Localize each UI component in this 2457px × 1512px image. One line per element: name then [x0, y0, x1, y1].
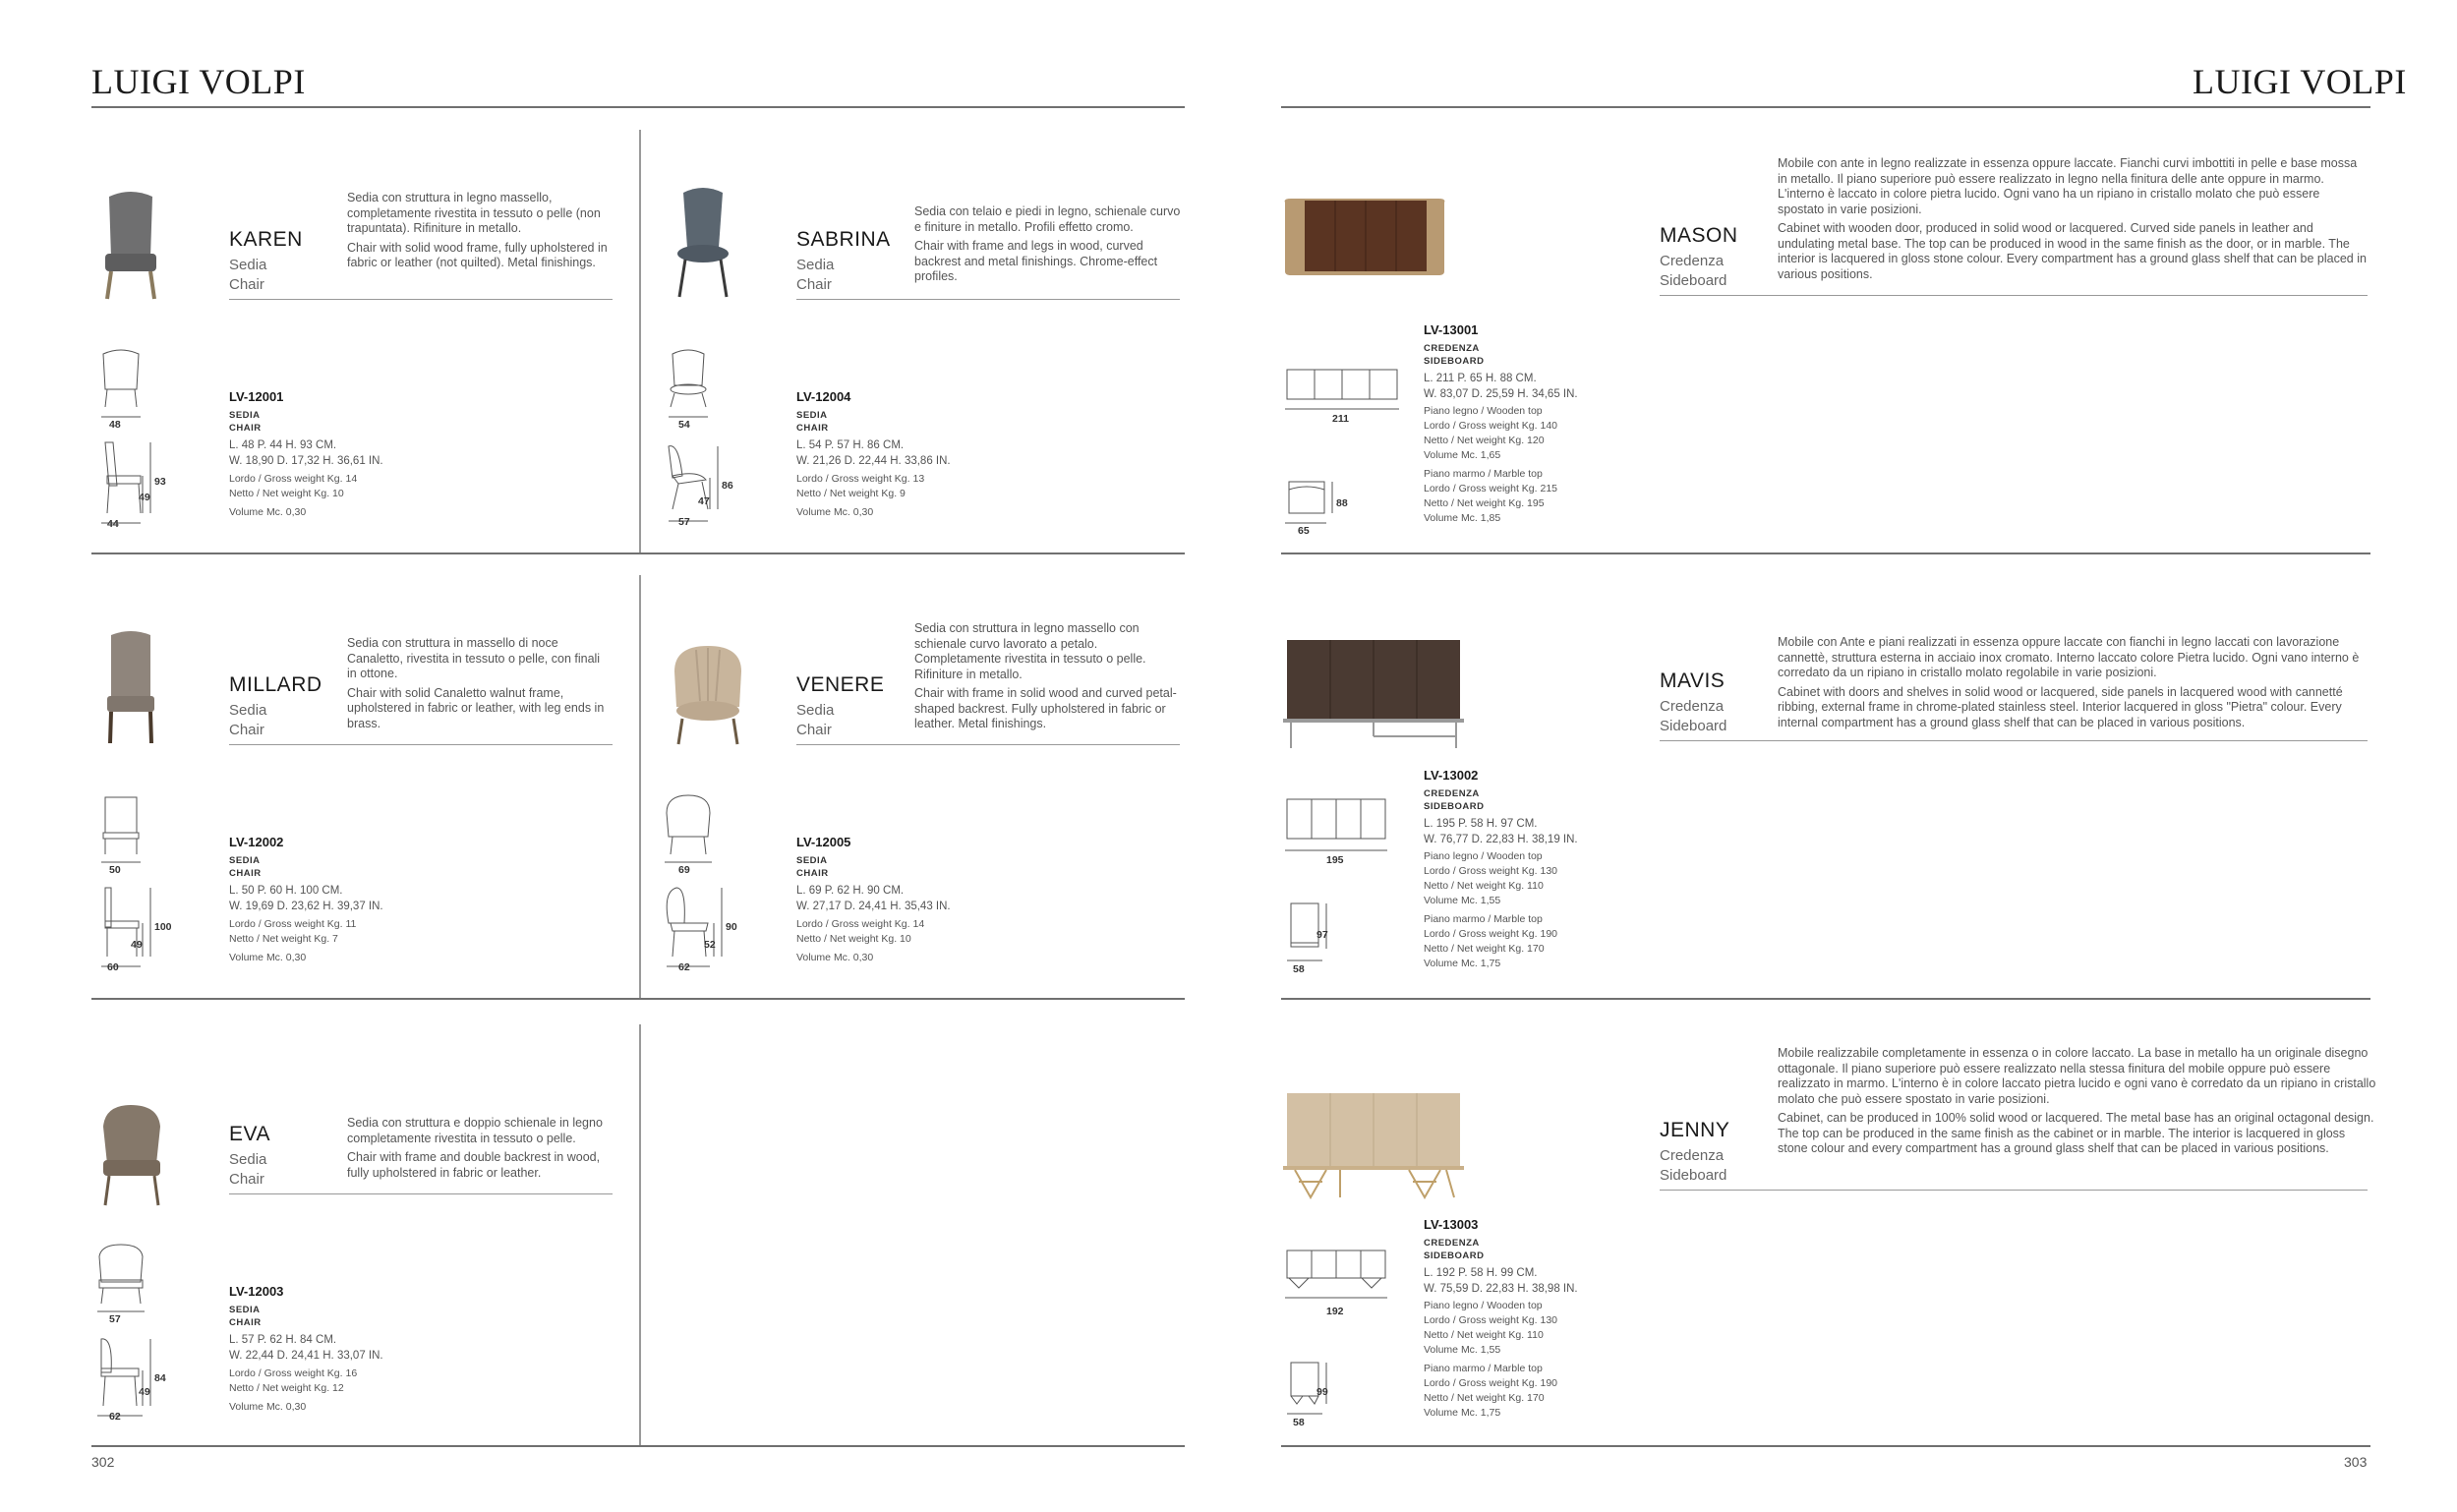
- product-type-en: Chair: [229, 722, 264, 738]
- dim-depth: 57: [678, 516, 690, 528]
- dim-depth: 65: [1298, 525, 1310, 537]
- product-type-it: Sedia: [796, 257, 835, 273]
- dims-cm: L. 69 P. 62 H. 90 CM.: [796, 885, 905, 897]
- wood-gross-weight: Lordo / Gross weight Kg. 130: [1424, 865, 1557, 877]
- category-en: SIDEBOARD: [1424, 1250, 1485, 1261]
- gross-weight: Lordo / Gross weight Kg. 13: [796, 473, 925, 485]
- volume: Volume Mc. 0,30: [229, 506, 307, 518]
- product-code: LV-12005: [796, 835, 851, 849]
- description-it: Mobile con Ante e piani realizzati in essenza oppure laccate con fianchi in legno laccati con lavorazione cannettè, struttura esterna in acciaio inox cromato. Interno laccato colore Pietra lucido. Ogni vano interno è corredato da un ripiano in cristallo molato regolabile in varie posizioni.: [1778, 635, 2360, 679]
- product-type-en: Chair: [229, 276, 264, 293]
- wood-net-weight: Netto / Net weight Kg. 110: [1424, 880, 1544, 892]
- dimension-drawing: [1281, 366, 1409, 543]
- description-it: Sedia con struttura in massello di noce Canaletto, rivestita in tessuto o pelle, con finali in ottone.: [347, 636, 601, 680]
- product-type-en: Sideboard: [1660, 718, 1727, 734]
- category-it: SEDIA: [796, 410, 828, 421]
- dim-width: 50: [109, 864, 121, 876]
- product-name: MAVIS: [1660, 669, 1726, 692]
- dim-height: 99: [1316, 1386, 1328, 1398]
- product-name: JENNY: [1660, 1119, 1730, 1141]
- column-divider: [639, 130, 641, 552]
- wood-gross-weight: Lordo / Gross weight Kg. 130: [1424, 1314, 1557, 1326]
- gross-weight: Lordo / Gross weight Kg. 14: [796, 918, 925, 930]
- dim-depth: 58: [1293, 963, 1305, 975]
- wood-top-label: Piano legno / Wooden top: [1424, 405, 1543, 417]
- category-en: SIDEBOARD: [1424, 801, 1485, 812]
- description-it: Sedia con struttura in legno massello con schienale curvo lavorato a petalo. Completamente rivestita in tessuto o pelle. Rifiniture in metallo.: [914, 621, 1146, 681]
- dims-cm: L. 57 P. 62 H. 84 CM.: [229, 1334, 337, 1346]
- gross-weight: Lordo / Gross weight Kg. 14: [229, 473, 358, 485]
- category-en: CHAIR: [229, 1317, 262, 1328]
- wood-top-label: Piano legno / Wooden top: [1424, 850, 1543, 862]
- product-type-it: Credenza: [1660, 253, 1725, 269]
- wood-net-weight: Netto / Net weight Kg. 110: [1424, 1329, 1544, 1341]
- row-rule: [91, 998, 1185, 1000]
- dim-depth: 62: [109, 1411, 121, 1423]
- product-card-mason: [1281, 130, 2370, 552]
- marble-net-weight: Netto / Net weight Kg. 195: [1424, 497, 1545, 509]
- category-it: SEDIA: [796, 855, 828, 866]
- product-type-en: Chair: [796, 722, 832, 738]
- sideboard-photo: [1281, 189, 1448, 282]
- product-name: MILLARD: [229, 673, 322, 696]
- volume: Volume Mc. 0,30: [796, 506, 874, 518]
- gross-weight: Lordo / Gross weight Kg. 16: [229, 1367, 358, 1379]
- description-en: Chair with frame and legs in wood, curved backrest and metal finishings. Chrome-effect profiles.: [914, 239, 1158, 283]
- column-divider: [639, 575, 641, 998]
- product-description: [914, 204, 1185, 289]
- product-description: [914, 621, 1180, 736]
- row-rule: [1281, 552, 2370, 554]
- dims-in: W. 76,77 D. 22,83 H. 38,19 IN.: [1424, 834, 1578, 845]
- category-it: SEDIA: [229, 1305, 261, 1315]
- product-card-millard: [91, 575, 622, 998]
- marble-top-label: Piano marmo / Marble top: [1424, 468, 1543, 480]
- category-en: CHAIR: [229, 868, 262, 879]
- dims-cm: L. 50 P. 60 H. 100 CM.: [229, 885, 343, 897]
- column-divider: [639, 1024, 641, 1445]
- category-en: CHAIR: [796, 423, 829, 434]
- card-rule: [1660, 295, 2368, 296]
- product-type-en: Sideboard: [1660, 1167, 1727, 1184]
- card-rule: [229, 299, 613, 300]
- page-number-left: 302: [91, 1454, 115, 1470]
- description-it: Sedia con struttura in legno massello, completamente rivestita in tessuto o pelle (non trapuntata). Rifiniture in metallo.: [347, 191, 601, 235]
- sideboard-photo: [1281, 1087, 1468, 1205]
- product-type-en: Chair: [796, 276, 832, 293]
- category-it: CREDENZA: [1424, 788, 1480, 799]
- dimension-drawing: [659, 793, 757, 990]
- category-it: SEDIA: [229, 855, 261, 866]
- dim-height: 100: [154, 921, 172, 933]
- row-rule: [91, 552, 1185, 554]
- dims-in: W. 18,90 D. 17,32 H. 36,61 IN.: [229, 455, 383, 467]
- dims-in: W. 27,17 D. 24,41 H. 35,43 IN.: [796, 901, 951, 912]
- product-card-mavis: [1281, 575, 2370, 998]
- net-weight: Netto / Net weight Kg. 9: [796, 488, 906, 499]
- brand-logo-right: LUIGI VOLPI: [2193, 62, 2407, 101]
- dims-in: W. 19,69 D. 23,62 H. 39,37 IN.: [229, 901, 383, 912]
- dim-width: 195: [1326, 854, 1344, 866]
- product-name: SABRINA: [796, 228, 891, 251]
- dims-in: W. 21,26 D. 22,44 H. 33,86 IN.: [796, 455, 951, 467]
- sideboard-photo: [1281, 634, 1468, 752]
- product-type-en: Chair: [229, 1171, 264, 1188]
- volume: Volume Mc. 0,30: [229, 1401, 307, 1413]
- dim-depth: 44: [107, 518, 119, 530]
- product-description: [1778, 156, 2368, 286]
- product-card-venere: [659, 575, 1190, 998]
- net-weight: Netto / Net weight Kg. 7: [229, 933, 338, 945]
- product-code: LV-12001: [229, 389, 284, 404]
- dimension-drawing: [1281, 1247, 1409, 1433]
- dim-seat-height: 49: [139, 492, 150, 503]
- marble-net-weight: Netto / Net weight Kg. 170: [1424, 1392, 1545, 1404]
- dim-seat-height: 52: [704, 939, 716, 951]
- category-en: CHAIR: [796, 868, 829, 879]
- gross-weight: Lordo / Gross weight Kg. 11: [229, 918, 357, 930]
- card-rule: [229, 744, 613, 745]
- marble-gross-weight: Lordo / Gross weight Kg. 190: [1424, 928, 1557, 940]
- header-rule-left: [91, 106, 1185, 108]
- card-rule: [229, 1193, 613, 1194]
- dim-width: 69: [678, 864, 690, 876]
- product-code: LV-12002: [229, 835, 284, 849]
- chair-photo: [661, 642, 755, 750]
- description-en: Chair with frame in solid wood and curved petal-shaped backrest. Fully upholstered in fabric or leather. Metal finishings.: [914, 686, 1177, 730]
- card-rule: [1660, 1190, 2368, 1191]
- dim-width: 192: [1326, 1306, 1344, 1317]
- dimension-drawing: [91, 348, 190, 545]
- category-it: CREDENZA: [1424, 343, 1480, 354]
- product-type-it: Sedia: [229, 1151, 267, 1168]
- marble-net-weight: Netto / Net weight Kg. 170: [1424, 943, 1545, 955]
- product-description: [347, 1116, 617, 1185]
- wood-volume: Volume Mc. 1,65: [1424, 449, 1501, 461]
- description-it: Sedia con struttura e doppio schienale in legno completamente rivestita in tessuto o pelle.: [347, 1116, 603, 1145]
- dim-seat-height: 47: [698, 495, 710, 507]
- dim-height: 84: [154, 1372, 166, 1384]
- category-it: SEDIA: [229, 410, 261, 421]
- product-code: LV-13003: [1424, 1217, 1479, 1232]
- net-weight: Netto / Net weight Kg. 10: [796, 933, 911, 945]
- dim-depth: 58: [1293, 1417, 1305, 1428]
- dim-depth: 60: [107, 961, 119, 973]
- dims-in: W. 22,44 D. 24,41 H. 33,07 IN.: [229, 1350, 383, 1362]
- dims-cm: L. 195 P. 58 H. 97 CM.: [1424, 818, 1538, 830]
- description-en: Chair with frame and double backrest in wood, fully upholstered in fabric or leather.: [347, 1150, 601, 1180]
- dim-width: 48: [109, 419, 121, 431]
- dim-height: 97: [1316, 929, 1328, 941]
- brand-logo-left: LUIGI VOLPI: [91, 62, 306, 101]
- product-code: LV-13001: [1424, 322, 1479, 337]
- dim-depth: 62: [678, 961, 690, 973]
- product-type-en: Sideboard: [1660, 272, 1727, 289]
- chair-photo: [91, 629, 170, 752]
- row-rule: [1281, 998, 2370, 1000]
- dim-height: 93: [154, 476, 166, 488]
- marble-top-label: Piano marmo / Marble top: [1424, 1363, 1543, 1374]
- chair-photo: [91, 1103, 180, 1211]
- dim-height: 90: [726, 921, 737, 933]
- dims-cm: L. 192 P. 58 H. 99 CM.: [1424, 1267, 1538, 1279]
- wood-volume: Volume Mc. 1,55: [1424, 895, 1501, 906]
- category-en: CHAIR: [229, 423, 262, 434]
- marble-volume: Volume Mc. 1,75: [1424, 1407, 1501, 1419]
- dim-seat-height: 49: [139, 1386, 150, 1398]
- card-rule: [796, 299, 1180, 300]
- product-type-it: Credenza: [1660, 1147, 1725, 1164]
- product-card-karen: [91, 130, 622, 552]
- description-it: Mobile con ante in legno realizzate in essenza oppure laccate. Fianchi curvi imbottiti in pelle e base mossa in metallo. Il piano superiore può essere realizzato in legno nella finitura delle ante oppure in marmo. L'interno è laccato in colore pietra lucido. Ogni vano ha un ripiano in cristallo molato che può essere spostato in varie posizioni.: [1778, 156, 2358, 216]
- volume: Volume Mc. 0,30: [796, 952, 874, 963]
- chair-photo: [664, 187, 742, 305]
- dim-width: 211: [1332, 413, 1349, 425]
- page-number-right: 303: [2344, 1454, 2368, 1470]
- product-code: LV-12004: [796, 389, 851, 404]
- product-description: [1778, 1046, 2377, 1161]
- dim-width: 57: [109, 1313, 121, 1325]
- product-card-eva: [91, 1024, 622, 1445]
- marble-gross-weight: Lordo / Gross weight Kg. 215: [1424, 483, 1557, 494]
- product-code: LV-12003: [229, 1284, 284, 1299]
- description-en: Chair with solid Canaletto walnut frame, upholstered in fabric or leather, with leg ends in brass.: [347, 685, 605, 730]
- marble-gross-weight: Lordo / Gross weight Kg. 190: [1424, 1377, 1557, 1389]
- category-en: SIDEBOARD: [1424, 356, 1485, 367]
- dims-in: W. 75,59 D. 22,83 H. 38,98 IN.: [1424, 1283, 1578, 1295]
- dim-height: 88: [1336, 497, 1348, 509]
- header-rule-right: [1281, 106, 2370, 108]
- product-type-it: Sedia: [229, 702, 267, 719]
- dimension-drawing: [1281, 795, 1409, 982]
- product-name: MASON: [1660, 224, 1738, 247]
- dims-in: W. 83,07 D. 25,59 H. 34,65 IN.: [1424, 388, 1578, 400]
- dimension-drawing: [91, 793, 190, 990]
- chair-photo: [91, 189, 170, 307]
- description-en: Chair with solid wood frame, fully upholstered in fabric or leather (not quilted). Metal finishings.: [347, 240, 608, 269]
- product-name: KAREN: [229, 228, 303, 251]
- description-it: Mobile realizzabile completamente in essenza o in colore laccato. La base in metallo ha un originale disegno ottagonale. Il piano superiore può essere realizzato nella stessa finitura del mobile oppure può essere realizzato in marmo. L'interno è in colore laccato pietra lucido e ogni vano è corredato da un ripiano in cristallo molato che può essere spostato in varie posizioni.: [1778, 1046, 2376, 1106]
- dimension-drawing: [659, 348, 757, 545]
- footer-rule-right: [1281, 1445, 2370, 1447]
- description-en: Cabinet with wooden door, produced in solid wood or lacquered. Curved side panels in leather and undulating metal base. The top can be produced in wood in the same finish as the door, or in marble. The interior is lacquered in gloss stone colour. Every compartment has a ground glass shelf that can be placed in various positions.: [1778, 221, 2367, 281]
- dimension-drawing: [91, 1243, 190, 1439]
- marble-volume: Volume Mc. 1,85: [1424, 512, 1501, 524]
- wood-volume: Volume Mc. 1,55: [1424, 1344, 1501, 1356]
- product-type-it: Sedia: [796, 702, 835, 719]
- description-en: Cabinet with doors and shelves in solid wood or lacquered, side panels in lacquered wood with cannetté ribbing, external frame in chrome-plated stainless steel. Interior lacquered in gloss "Pietra" colour. Every internal compartment has a ground glass shelf that can be placed in various positions.: [1778, 684, 2343, 729]
- net-weight: Netto / Net weight Kg. 10: [229, 488, 344, 499]
- wood-gross-weight: Lordo / Gross weight Kg. 140: [1424, 420, 1557, 432]
- net-weight: Netto / Net weight Kg. 12: [229, 1382, 344, 1394]
- footer-rule-left: [91, 1445, 1185, 1447]
- product-card-sabrina: [659, 130, 1190, 552]
- dim-height: 86: [722, 480, 733, 492]
- category-it: CREDENZA: [1424, 1238, 1480, 1249]
- wood-net-weight: Netto / Net weight Kg. 120: [1424, 435, 1545, 446]
- dim-seat-height: 49: [131, 939, 143, 951]
- marble-top-label: Piano marmo / Marble top: [1424, 913, 1543, 925]
- product-name: EVA: [229, 1123, 270, 1145]
- product-name: VENERE: [796, 673, 885, 696]
- volume: Volume Mc. 0,30: [229, 952, 307, 963]
- product-description: [347, 636, 613, 735]
- dims-cm: L. 48 P. 44 H. 93 CM.: [229, 439, 337, 451]
- dims-cm: L. 54 P. 57 H. 86 CM.: [796, 439, 905, 451]
- wood-top-label: Piano legno / Wooden top: [1424, 1300, 1543, 1311]
- dims-cm: L. 211 P. 65 H. 88 CM.: [1424, 373, 1537, 384]
- marble-volume: Volume Mc. 1,75: [1424, 958, 1501, 969]
- product-description: [1778, 635, 2368, 734]
- card-rule: [1660, 740, 2368, 741]
- product-description: [347, 191, 613, 275]
- product-code: LV-13002: [1424, 768, 1479, 783]
- product-type-it: Credenza: [1660, 698, 1725, 715]
- description-en: Cabinet, can be produced in 100% solid wood or lacquered. The metal base has an original octagonal design. The top can be produced in the same finish as the cabinet or in marble. The interior is lacquered in gloss stone colour and every compartment has a ground glass shelf that can be placed in various positions.: [1778, 1111, 2374, 1155]
- product-type-it: Sedia: [229, 257, 267, 273]
- card-rule: [796, 744, 1180, 745]
- product-card-jenny: [1281, 1024, 2376, 1445]
- description-it: Sedia con telaio e piedi in legno, schienale curvo e finiture in metallo. Profili effetto cromo.: [914, 204, 1181, 234]
- dim-width: 54: [678, 419, 690, 431]
